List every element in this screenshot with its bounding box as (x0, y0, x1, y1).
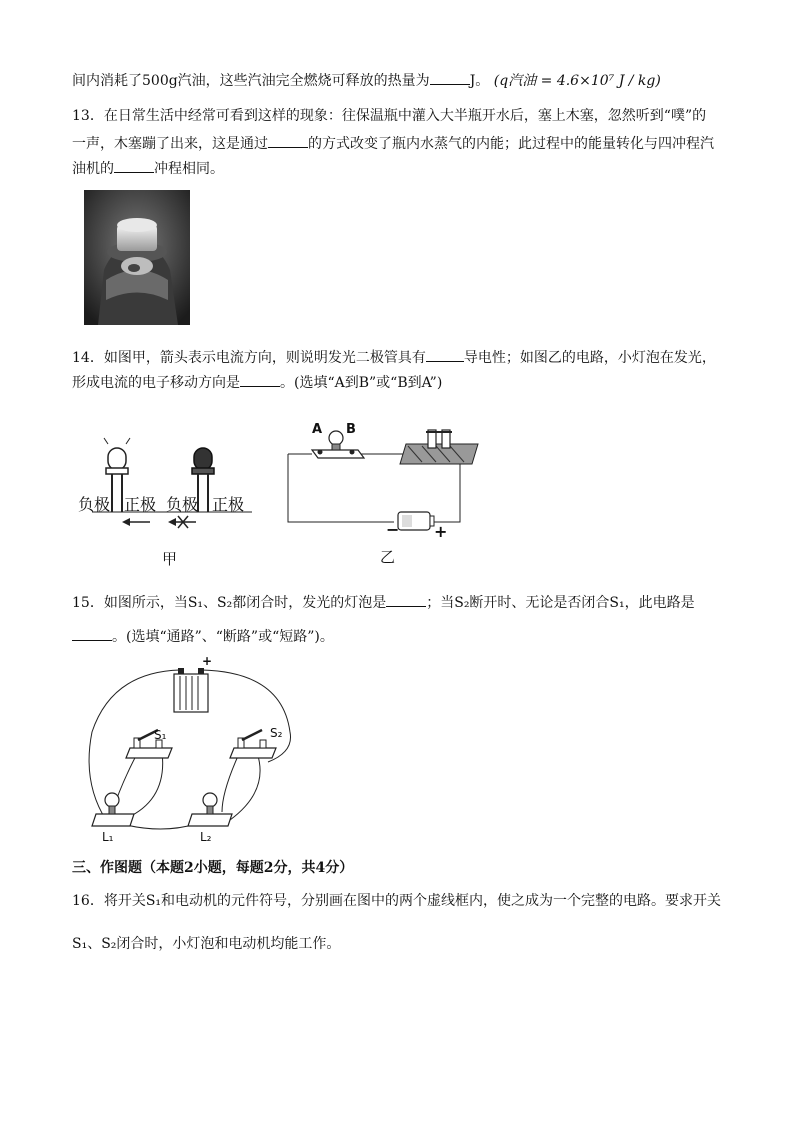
q15-L1-label: L₁ (102, 830, 114, 844)
q15-text-1a: 15．如图所示，当S₁、S₂都闭合时，发光的灯泡是 (72, 595, 387, 611)
q16-line2: S₁、S₂闭合时，小灯泡和电动机均能工作。 (72, 936, 341, 952)
q15-line1 (72, 592, 695, 613)
q13-line2 (72, 133, 714, 154)
q12-blank[interactable] (430, 70, 470, 85)
q15-plus-label: + (202, 654, 213, 668)
q15-L2-label: L₂ (200, 830, 212, 844)
q14-blank-2[interactable] (240, 372, 280, 387)
q14-text-2a: 形成电流的电子移动方向是 (72, 375, 240, 391)
yi-label-A: A (312, 422, 323, 437)
q13-text-2a: 一声，木塞蹦了出来，这是通过 (72, 136, 268, 152)
figure-q15 (72, 652, 302, 852)
q15-blank-1[interactable] (386, 592, 426, 607)
q14-line1 (72, 347, 716, 368)
q15-blank-2[interactable] (72, 626, 112, 641)
yi-label-B: B (346, 422, 356, 437)
jia-caption: 甲 (162, 550, 178, 568)
q15-text-1b: ；当S₂断开时、无论是否闭合S₁，此电路是 (426, 595, 695, 611)
section-3-title: 三、作图题（本题2小题，每题2分，共4分） (72, 860, 354, 876)
yi-plus-label: + (434, 522, 448, 541)
q13-line3 (72, 158, 224, 179)
q14-text-1a: 14．如图甲，箭头表示电流方向，则说明发光二极管具有 (72, 350, 426, 366)
q13-line1 (72, 106, 706, 126)
jia-pos1-label: 正极 (124, 495, 157, 514)
figure-yi (282, 420, 492, 570)
q12-formula: (q汽油 = 4.6×10⁷ J / kg) (493, 73, 661, 89)
yi-caption: 乙 (380, 548, 396, 566)
figure-jia (74, 430, 274, 570)
q12-tail-line (72, 70, 661, 91)
q15-line2 (72, 626, 334, 647)
q13-blank-1[interactable] (268, 133, 308, 148)
q13-text-2b: 的方式改变了瓶内水蒸气的内能；此过程中的能量转化与四冲程汽 (308, 136, 714, 152)
jia-neg1-label: 负极 (78, 495, 111, 514)
q14-blank-1[interactable] (426, 347, 464, 362)
q12-text: 间内消耗了500g汽油，这些汽油完全燃烧可释放的热量为 (72, 73, 430, 89)
q14-text-1b: 导电性；如图乙的电路，小灯泡在发光， (463, 350, 716, 366)
q15-S2-label: S₂ (270, 726, 283, 740)
jia-pos2-label: 正极 (212, 495, 245, 514)
q15-S1-label: S₁ (154, 728, 167, 742)
q12-unit: J。 (469, 73, 490, 89)
q14-text-2b: 。(选填“A到B”或“B到A”) (280, 375, 443, 391)
q13-text-1: 13．在日常生活中经常可看到这样的现象：往保温瓶中灌入大半瓶开水后，塞上木塞，忽然听到“噗”的 (72, 108, 707, 124)
q15-text-2b: 。(选填“通路”、“断路”或“短路”)。 (112, 629, 334, 645)
q14-line2 (72, 372, 442, 393)
q13-text-3a: 油机的 (72, 161, 114, 177)
q13-text-3b: 冲程相同。 (154, 161, 224, 177)
q16-line1: 16．将开关S₁和电动机的元件符号，分别画在图中的两个虚线框内，使之成为一个完整的电路。要求开关 (72, 893, 722, 909)
jia-neg2-label: 负极 (166, 495, 199, 514)
yi-minus-label: − (386, 520, 400, 539)
q13-blank-2[interactable] (114, 158, 154, 173)
thermos-photo (84, 190, 190, 325)
